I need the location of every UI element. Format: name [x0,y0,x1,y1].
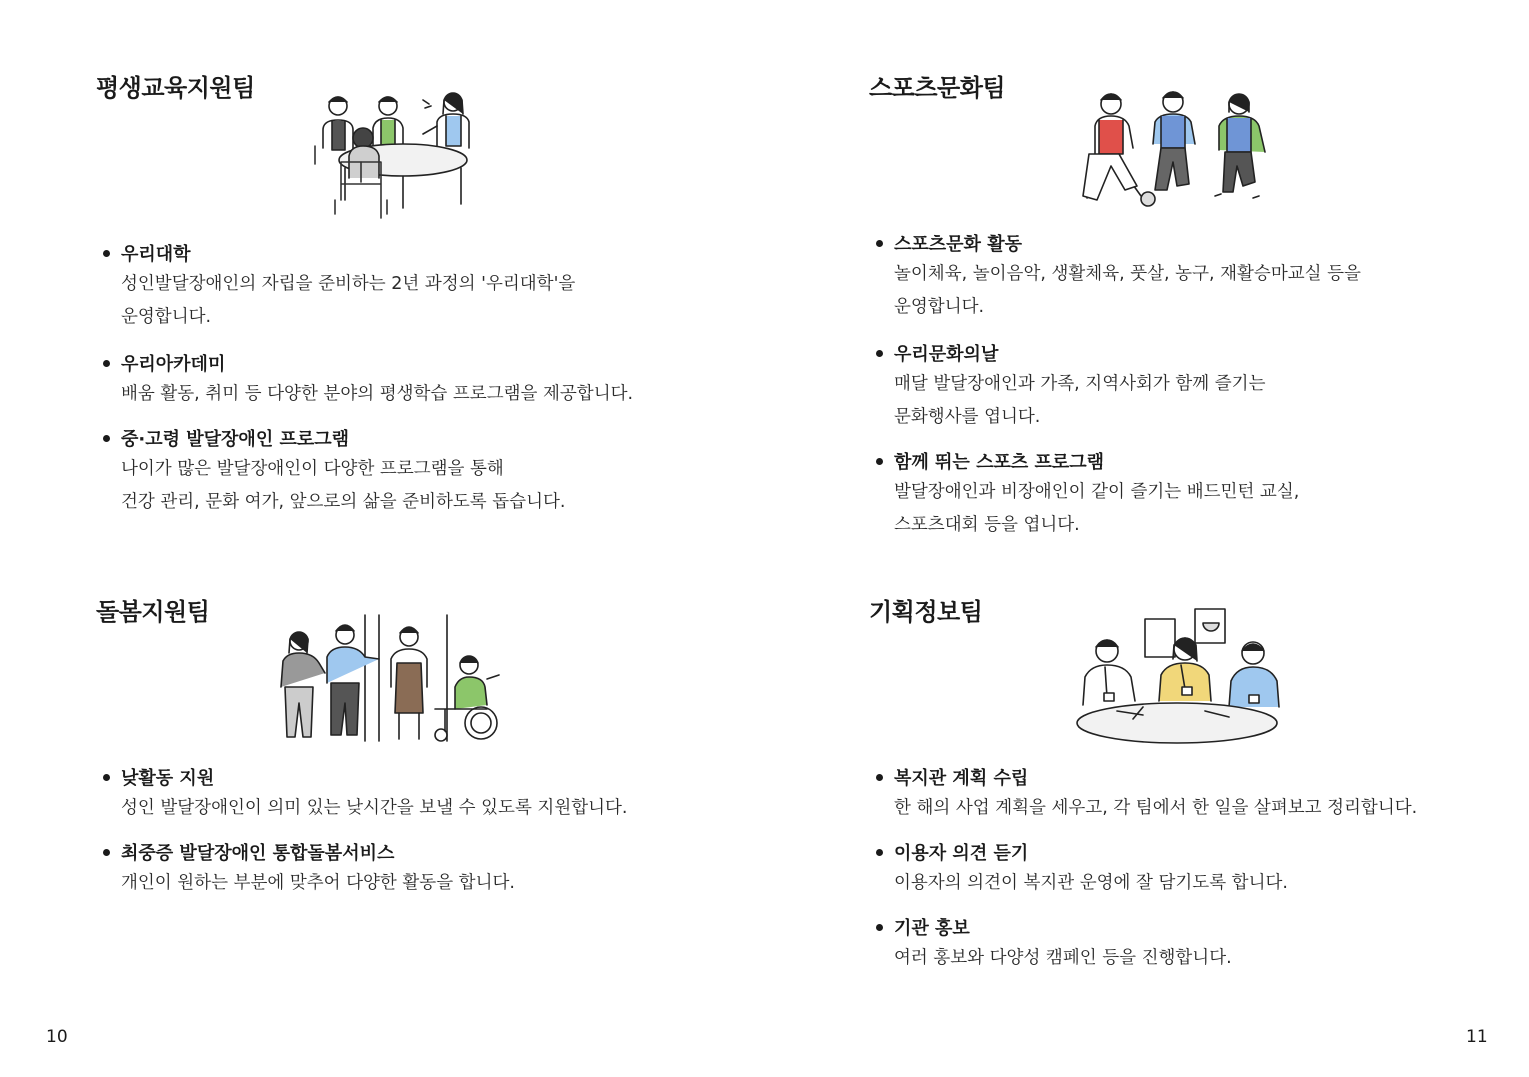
item-description-line: 개인이 원하는 부분에 맞추어 다양한 활동을 합니다. [121,873,515,893]
bullet-icon [876,458,883,465]
list-item [876,837,1417,900]
item-description-line: 나이가 많은 발달장애인이 다양한 프로그램을 통해 [121,459,504,479]
list-item [876,338,1361,434]
team-title: 스포츠문화팀 [869,74,1006,102]
list-item [103,423,633,519]
item-description [103,867,628,900]
item-description-line: 운영합니다. [894,297,985,317]
bullet-icon [103,849,110,856]
item-description-line: 한 해의 사업 계획을 세우고, 각 팀에서 한 일을 살펴보고 정리합니다. [894,798,1418,818]
bullet-icon [103,360,110,367]
item-title: 복지관 계획 수립 [894,768,1029,789]
item-title: 기관 홍보 [894,918,970,939]
people-meeting-at-table-illustration [1073,605,1283,747]
item-description-line: 스포츠대회 등을 엽니다. [894,515,1080,535]
team-items [876,762,1417,993]
page-number-left: 10 [46,1027,68,1047]
list-item [876,912,1417,975]
item-description-line: 매달 발달장애인과 가족, 지역사회가 함께 즐기는 [894,374,1266,394]
list-item [876,446,1361,542]
bullet-icon [103,435,110,442]
item-title: 이용자 의견 듣기 [894,843,1029,864]
item-description-line: 성인발달장애인의 자립을 준비하는 2년 과정의 '우리대학'을 [121,274,576,294]
team-title: 돌봄지원팀 [96,598,210,626]
item-description-line: 배움 활동, 취미 등 다양한 분야의 평생학습 프로그램을 제공합니다. [121,384,634,404]
item-description [103,453,633,519]
item-description [876,258,1361,324]
item-title: 중·고령 발달장애인 프로그램 [121,429,350,450]
list-item [876,228,1361,324]
team-items [876,228,1361,560]
item-description-line: 놀이체육, 놀이음악, 생활체육, 풋살, 농구, 재활승마교실 등을 [894,264,1361,284]
item-description [876,792,1417,825]
item-description-line: 발달장애인과 비장애인이 같이 즐기는 배드민턴 교실, [894,482,1300,502]
bullet-icon [876,849,883,856]
bullet-icon [876,924,883,931]
item-description-line: 이용자의 의견이 복지관 운영에 잘 담기도록 합니다. [894,873,1288,893]
bullet-icon [103,250,110,257]
item-description-line: 운영합니다. [121,307,212,327]
item-title: 함께 뛰는 스포츠 프로그램 [894,452,1105,473]
item-description [876,867,1417,900]
bullet-icon [876,240,883,247]
list-item [103,837,628,900]
team-items [103,762,628,918]
bullet-icon [103,774,110,781]
item-description [876,368,1361,434]
people-at-round-table-illustration [305,88,475,228]
team-title: 기획정보팀 [869,598,983,626]
item-description [103,378,633,411]
item-title: 우리문화의날 [894,344,999,365]
item-description [103,792,628,825]
list-item [876,762,1417,825]
bullet-icon [876,350,883,357]
item-description-line: 문화행사를 엽니다. [894,407,1041,427]
team-title: 평생교육지원팀 [96,74,255,102]
item-title: 우리대학 [121,244,191,265]
item-description [876,476,1361,542]
item-title: 우리아카데미 [121,354,226,375]
item-description [876,942,1417,975]
people-playing-football-illustration [1075,86,1275,214]
item-title: 최중증 발달장애인 통합돌봄서비스 [121,843,395,864]
people-greeting-at-door-illustration [275,613,503,745]
item-title: 낮활동 지원 [121,768,215,789]
item-description-line: 건강 관리, 문화 여가, 앞으로의 삶을 준비하도록 돕습니다. [121,492,566,512]
team-items [103,238,633,537]
item-description-line: 성인 발달장애인이 의미 있는 낮시간을 보낼 수 있도록 지원합니다. [121,798,628,818]
item-description [103,268,633,334]
list-item [103,762,628,825]
list-item [103,238,633,334]
item-description-line: 여러 홍보와 다양성 캠페인 등을 진행합니다. [894,948,1232,968]
item-title: 스포츠문화 활동 [894,234,1022,255]
list-item [103,348,633,411]
page-number-right: 11 [1466,1027,1488,1047]
bullet-icon [876,774,883,781]
